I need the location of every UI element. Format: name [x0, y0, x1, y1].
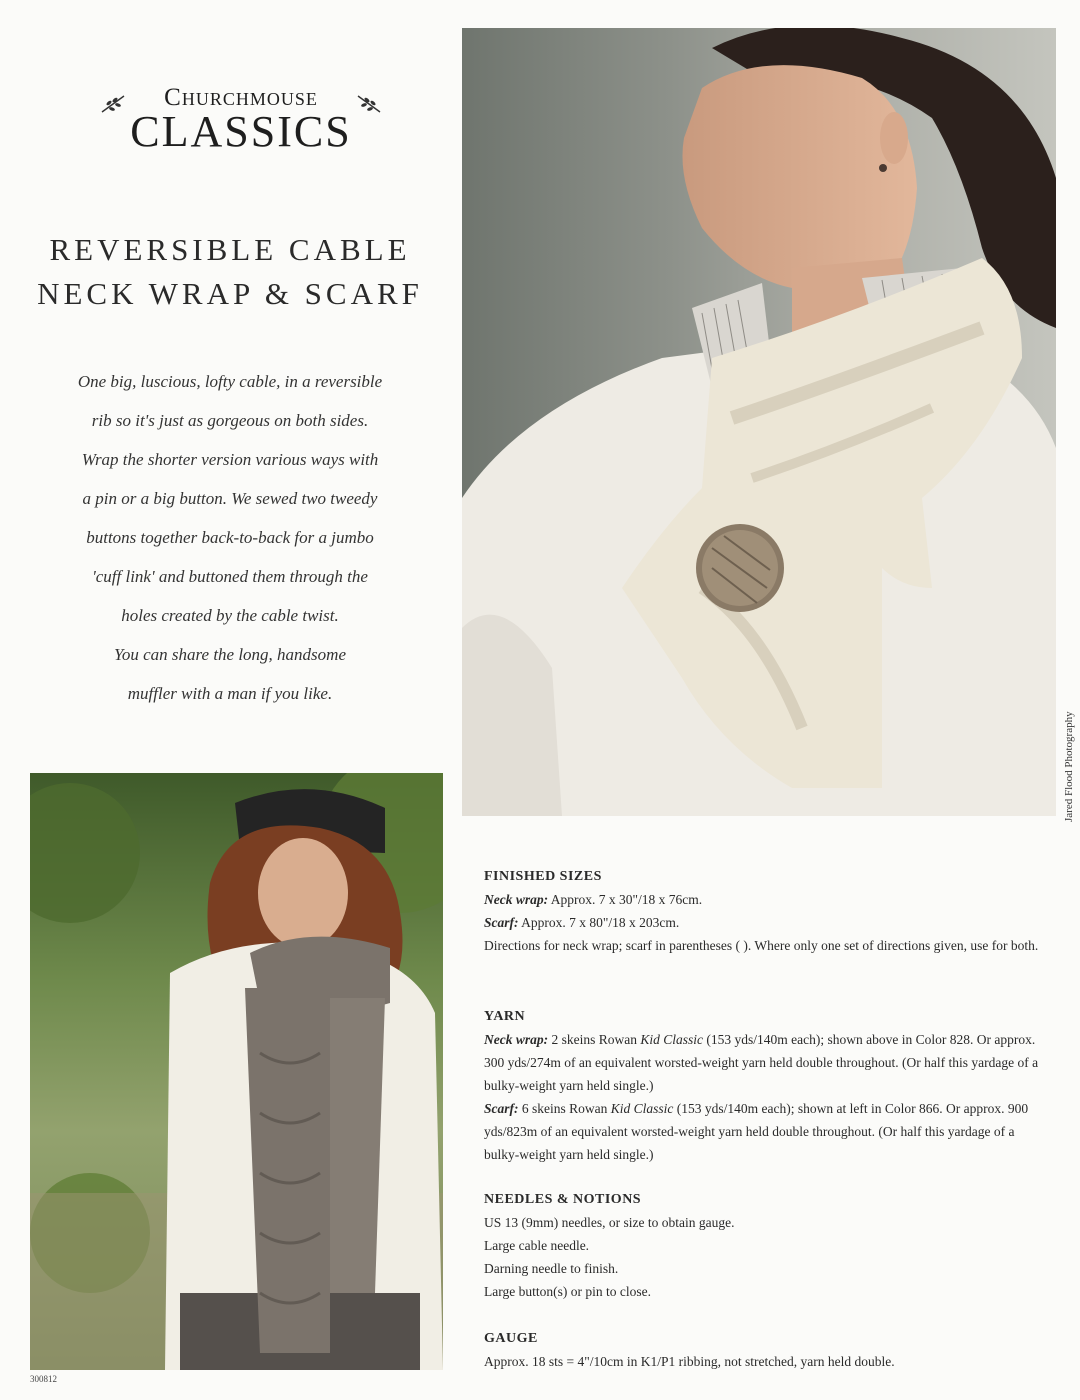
- yarn-name: Kid Classic: [610, 1101, 674, 1116]
- neck-wrap-size: [484, 888, 1044, 911]
- notion-item: Large button(s) or pin to close.: [484, 1284, 651, 1299]
- spec-text: 2 skeins Rowan: [548, 1032, 641, 1047]
- title-line-1: REVERSIBLE CABLE: [49, 232, 411, 267]
- gauge-text: Approx. 18 sts = 4"/10cm in K1/P1 ribbing, not stretched, yarn held double.: [484, 1354, 895, 1369]
- needles-notions-section: [484, 1188, 1044, 1303]
- spec-text: (153 yds/140m each); shown above in Color 828. Or approx. 300 yds/274m of an equivalent worsted-weight yarn held double throughout. (Or half this yardage of a bulky-weight yarn held single.): [484, 1032, 1039, 1093]
- sprig-ornament-icon: [100, 92, 126, 114]
- intro-line: holes created by the cable twist.: [121, 606, 339, 625]
- intro-line: rib so it's just as gorgeous on both sides.: [91, 411, 369, 430]
- scarf-illustration: [30, 773, 443, 1370]
- scarf-size: [484, 911, 1044, 934]
- intro-line: One big, luscious, lofty cable, in a reversible: [77, 372, 383, 391]
- neck-wrap-photo: [462, 28, 1056, 816]
- directions-note: Directions for neck wrap; scarf in parentheses ( ). Where only one set of directions given, use for both.: [484, 938, 1039, 953]
- notion-item: Large cable needle.: [484, 1238, 590, 1253]
- pattern-title: [20, 228, 440, 316]
- notion-item: US 13 (9mm) needles, or size to obtain gauge.: [484, 1215, 735, 1230]
- sprig-ornament-icon: [356, 92, 382, 114]
- spec-text: 6 skeins Rowan: [518, 1101, 611, 1116]
- spec-label: Scarf:: [484, 915, 519, 930]
- brand-classics: CLASSICS: [130, 107, 352, 156]
- intro-line: You can share the long, handsome: [113, 645, 346, 664]
- scarf-photo: [30, 773, 443, 1370]
- pattern-code: 300812: [30, 1374, 57, 1384]
- intro-line: a pin or a big button. We sewed two tweedy: [82, 489, 378, 508]
- section-heading: GAUGE: [484, 1331, 538, 1346]
- spec-label: Neck wrap:: [484, 892, 549, 907]
- yarn-section: [484, 1005, 1044, 1166]
- intro-text: [40, 362, 420, 713]
- intro-line: Wrap the shorter version various ways with: [81, 450, 379, 469]
- intro-line: muffler with a man if you like.: [127, 684, 333, 703]
- gauge-section: [484, 1327, 1044, 1373]
- neck-wrap-illustration: [462, 28, 1056, 816]
- title-line-2: NECK WRAP & SCARF: [37, 276, 423, 311]
- section-heading: NEEDLES & NOTIONS: [484, 1192, 642, 1207]
- neck-wrap-yarn: [484, 1028, 1044, 1097]
- spec-text: Approx. 7 x 30"/18 x 76cm.: [548, 892, 703, 907]
- finished-sizes-section: [484, 865, 1044, 957]
- spec-label: Neck wrap:: [484, 1032, 549, 1047]
- intro-line: 'cuff link' and buttoned them through the: [92, 567, 368, 586]
- section-heading: FINISHED SIZES: [484, 869, 602, 884]
- yarn-name: Kid Classic: [640, 1032, 704, 1047]
- scarf-yarn: [484, 1097, 1044, 1166]
- intro-line: buttons together back-to-back for a jumbo: [86, 528, 374, 547]
- spec-label: Scarf:: [484, 1101, 519, 1116]
- brand-name: Churchmouse: [164, 84, 318, 111]
- brand-logo: [96, 84, 386, 157]
- section-heading: YARN: [484, 1009, 526, 1024]
- photo-credit: Jared Flood Photography: [1063, 711, 1075, 822]
- spec-text: Approx. 7 x 80"/18 x 203cm.: [518, 915, 680, 930]
- spec-text: (153 yds/140m each); shown at left in Color 866. Or approx. 900 yds/823m of an equivalent worsted-weight yarn held double throughout. (Or half this yardage of a bulky-weight yarn held single.): [484, 1101, 1029, 1162]
- notion-item: Darning needle to finish.: [484, 1261, 619, 1276]
